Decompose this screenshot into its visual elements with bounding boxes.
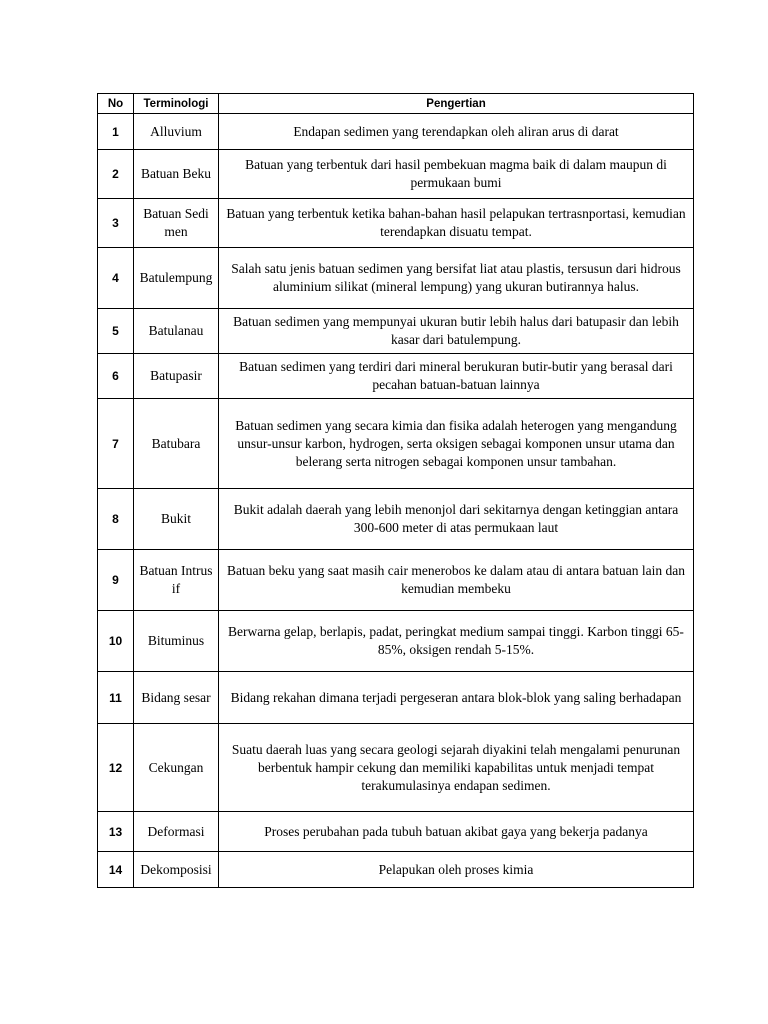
table-row xyxy=(98,812,694,852)
row-term: Batubara xyxy=(134,399,219,489)
row-definition: Batuan sedimen yang mempunyai ukuran butir lebih halus dari batupasir dan lebih kasar dari batulempung. xyxy=(219,309,694,354)
glossary-table xyxy=(97,93,694,888)
row-term: Batuan Intrusif xyxy=(134,550,219,611)
row-term: Deformasi xyxy=(134,812,219,852)
row-term: Batuan Beku xyxy=(134,150,219,199)
row-definition: Bidang rekahan dimana terjadi pergeseran antara blok-blok yang saling berhadapan xyxy=(219,672,694,724)
table-header-row xyxy=(98,94,694,114)
header-term: Terminologi xyxy=(134,94,219,114)
header-no: No xyxy=(98,94,134,114)
table-row xyxy=(98,672,694,724)
row-number: 10 xyxy=(98,611,134,672)
row-term: Batuan Sedimen xyxy=(134,199,219,248)
row-term: Bituminus xyxy=(134,611,219,672)
table-row xyxy=(98,611,694,672)
table-row xyxy=(98,852,694,888)
table-row xyxy=(98,550,694,611)
row-term: Bukit xyxy=(134,489,219,550)
row-number: 2 xyxy=(98,150,134,199)
row-number: 8 xyxy=(98,489,134,550)
row-term: Alluvium xyxy=(134,114,219,150)
table-row xyxy=(98,399,694,489)
row-number: 13 xyxy=(98,812,134,852)
row-number: 4 xyxy=(98,248,134,309)
table-row xyxy=(98,724,694,812)
table-row xyxy=(98,489,694,550)
row-term: Batupasir xyxy=(134,354,219,399)
row-number: 11 xyxy=(98,672,134,724)
row-definition: Batuan yang terbentuk ketika bahan-bahan hasil pelapukan tertrasnportasi, kemudian terendapkan disuatu tempat. xyxy=(219,199,694,248)
row-definition: Endapan sedimen yang terendapkan oleh aliran arus di darat xyxy=(219,114,694,150)
row-term: Cekungan xyxy=(134,724,219,812)
table-row xyxy=(98,248,694,309)
row-term: Bidang sesar xyxy=(134,672,219,724)
row-definition: Salah satu jenis batuan sedimen yang bersifat liat atau plastis, tersusun dari hidrous aluminium silikat (mineral lempung) yang ukuran butirannya halus. xyxy=(219,248,694,309)
row-number: 3 xyxy=(98,199,134,248)
table-body xyxy=(98,114,694,888)
row-term: Dekomposisi xyxy=(134,852,219,888)
row-term: Batulempung xyxy=(134,248,219,309)
row-definition: Bukit adalah daerah yang lebih menonjol dari sekitarnya dengan ketinggian antara 300-600 meter di atas permukaan laut xyxy=(219,489,694,550)
table-row xyxy=(98,199,694,248)
row-definition: Batuan beku yang saat masih cair menerobos ke dalam atau di antara batuan lain dan kemudian membeku xyxy=(219,550,694,611)
row-definition: Batuan yang terbentuk dari hasil pembekuan magma baik di dalam maupun di permukaan bumi xyxy=(219,150,694,199)
row-number: 5 xyxy=(98,309,134,354)
row-number: 7 xyxy=(98,399,134,489)
row-term: Batulanau xyxy=(134,309,219,354)
header-definition: Pengertian xyxy=(219,94,694,114)
table-row xyxy=(98,114,694,150)
row-definition: Proses perubahan pada tubuh batuan akibat gaya yang bekerja padanya xyxy=(219,812,694,852)
row-definition: Batuan sedimen yang terdiri dari mineral berukuran butir-butir yang berasal dari pecahan batuan-batuan lainnya xyxy=(219,354,694,399)
row-number: 6 xyxy=(98,354,134,399)
table-row xyxy=(98,150,694,199)
table-row xyxy=(98,309,694,354)
table-row xyxy=(98,354,694,399)
row-number: 9 xyxy=(98,550,134,611)
row-definition: Berwarna gelap, berlapis, padat, peringkat medium sampai tinggi. Karbon tinggi 65-85%, oksigen rendah 5-15%. xyxy=(219,611,694,672)
row-number: 12 xyxy=(98,724,134,812)
row-definition: Pelapukan oleh proses kimia xyxy=(219,852,694,888)
row-definition: Suatu daerah luas yang secara geologi sejarah diyakini telah mengalami penurunan berbentuk hampir cekung dan memiliki kapabilitas untuk menjadi tempat terakumulasinya endapan sedimen. xyxy=(219,724,694,812)
row-number: 14 xyxy=(98,852,134,888)
row-definition: Batuan sedimen yang secara kimia dan fisika adalah heterogen yang mengandung unsur-unsur karbon, hydrogen, serta oksigen sebagai komponen unsur utama dan belerang serta nitrogen sebagai komponen unsur tambahan. xyxy=(219,399,694,489)
row-number: 1 xyxy=(98,114,134,150)
